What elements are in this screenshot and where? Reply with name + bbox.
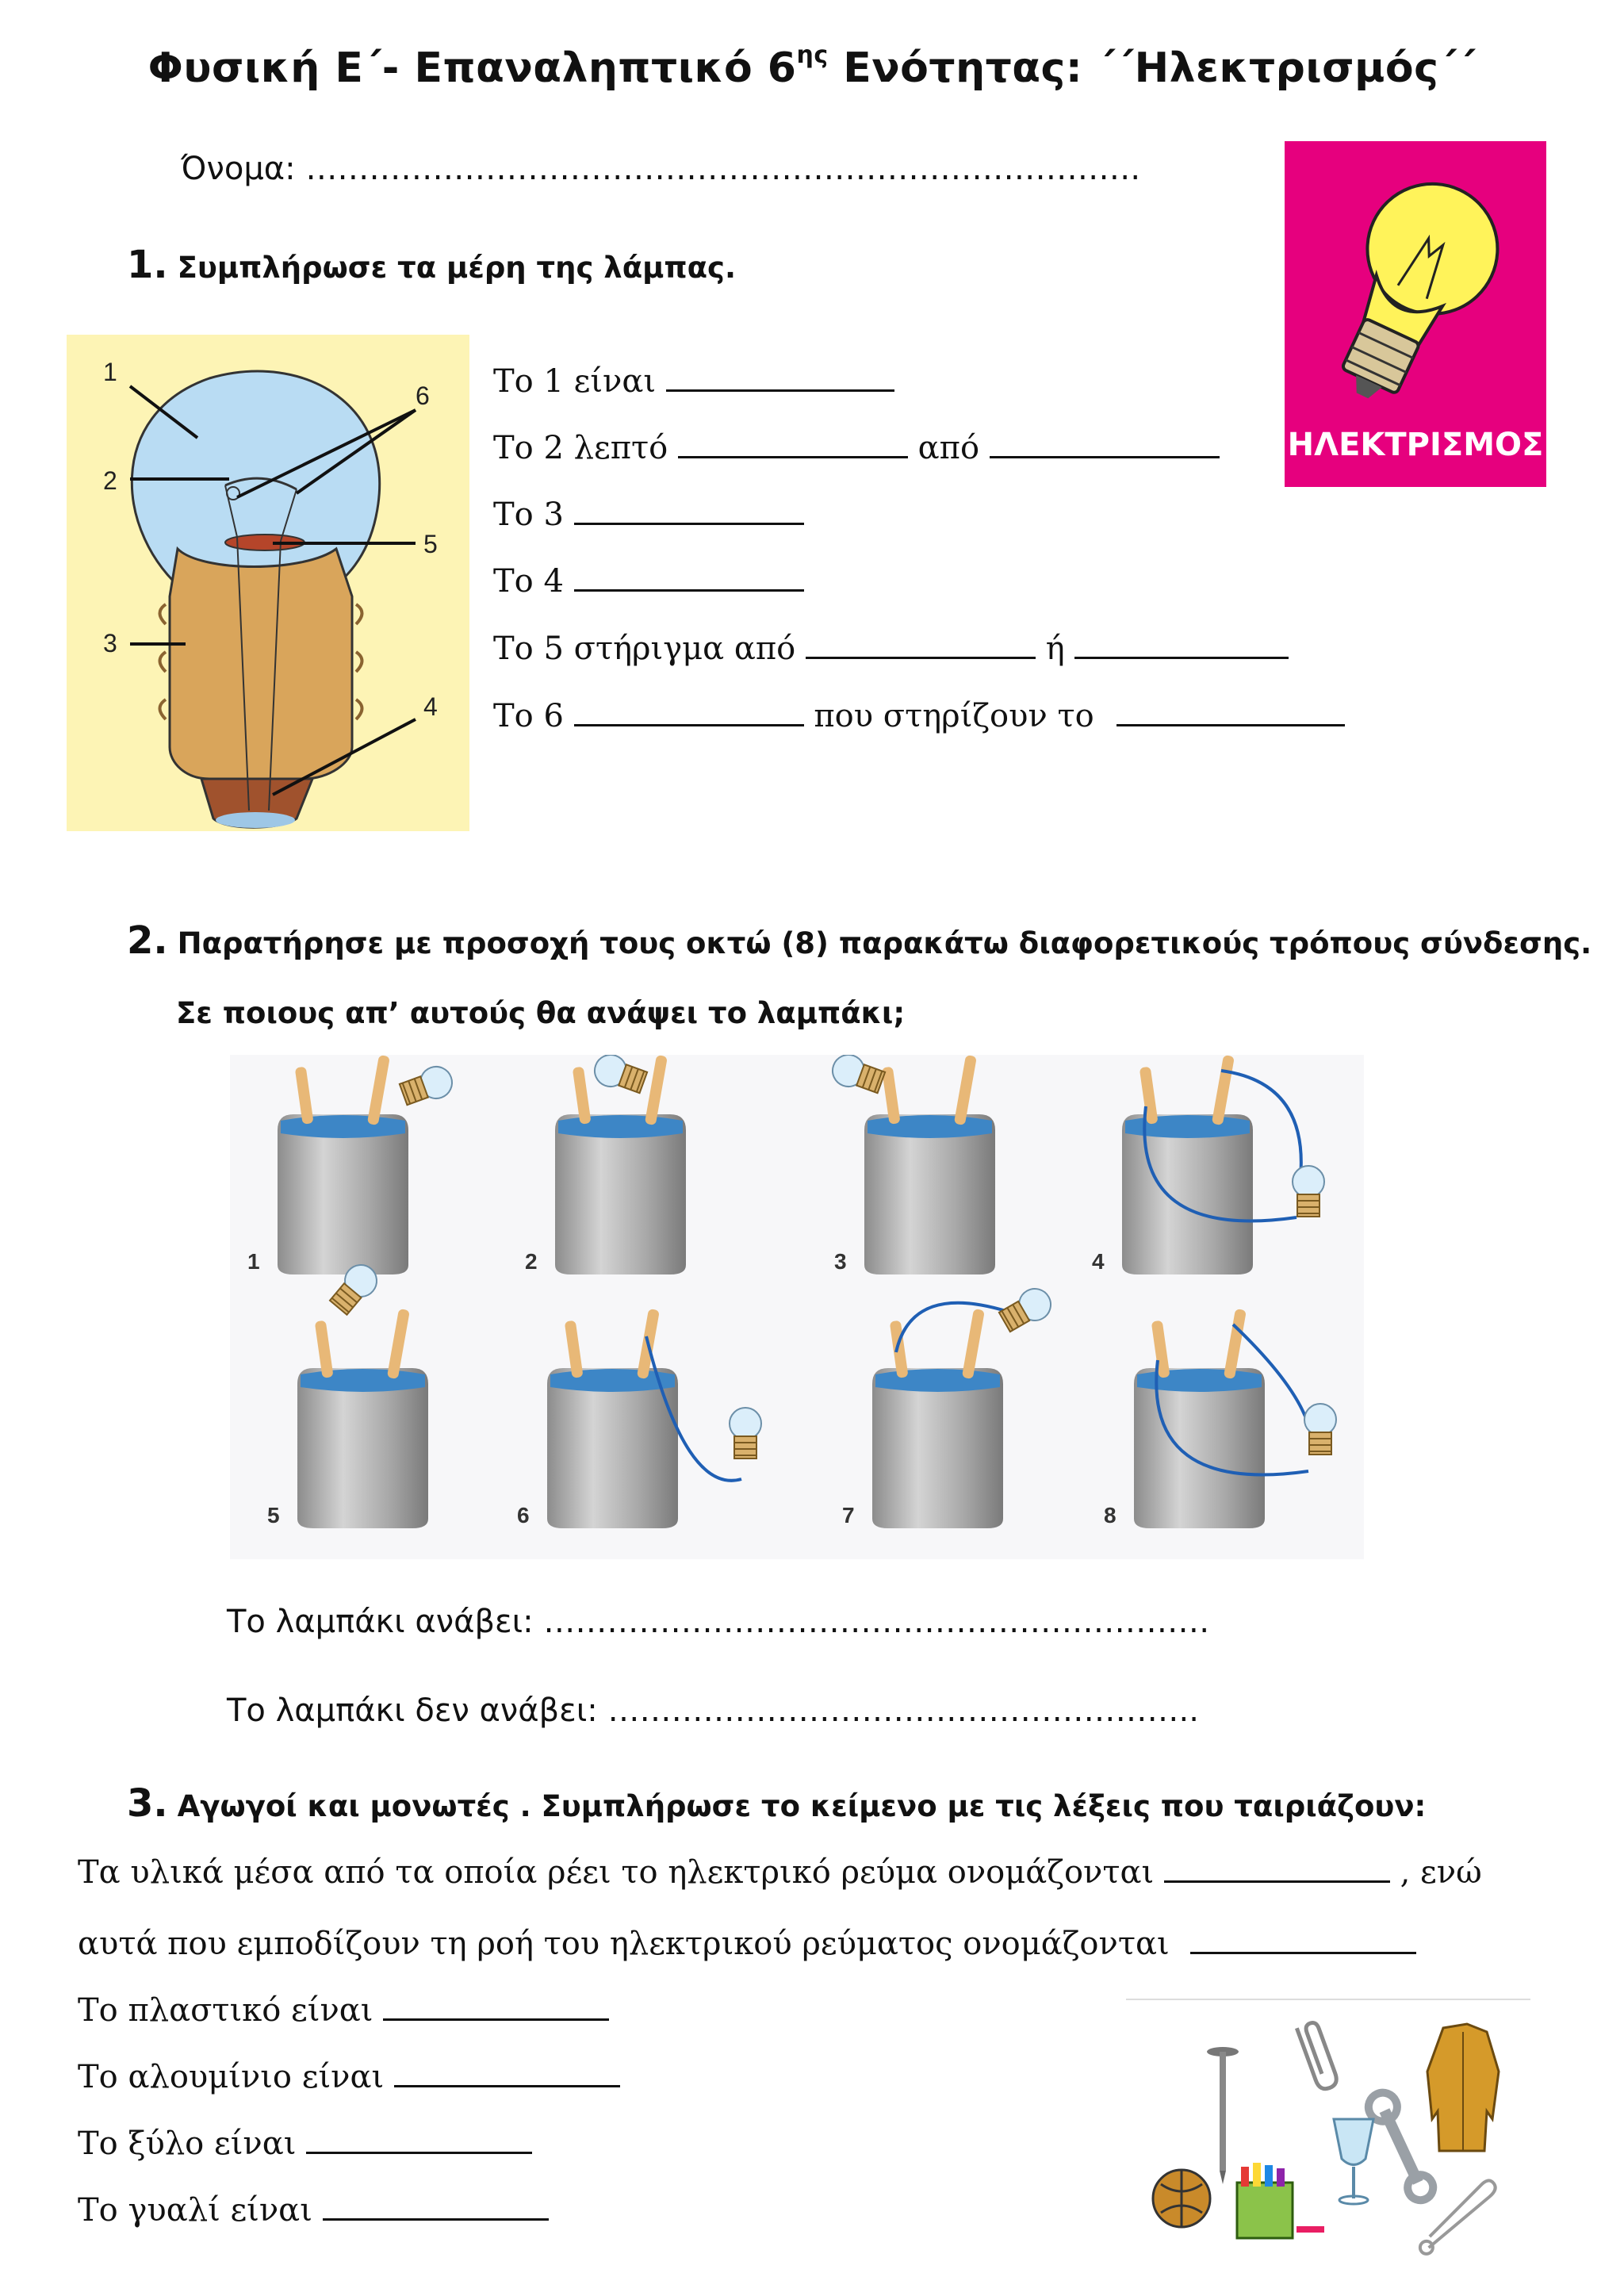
title-main: Φυσική Ε΄- Επαναληπτικό 6 xyxy=(147,44,797,92)
q3-heading xyxy=(127,1781,1426,1826)
q1-line-3: Το 3 xyxy=(493,496,804,533)
q2-heading xyxy=(127,918,1591,963)
screw-base-shape xyxy=(170,549,352,779)
q3-paragraph-line-2: αυτά που εμποδίζουν τη ροή του ηλεκτρικού ρεύματος ονομάζονται xyxy=(78,1926,1416,1962)
blank-aluminium[interactable] xyxy=(394,2060,620,2087)
title-rest: Ενότητας: ΄΄Ηλεκτρισμός΄΄ xyxy=(828,44,1477,92)
q1-line-6: Το 6 που στηρίζουν το xyxy=(493,698,1345,734)
battery-panel-8 xyxy=(1104,1309,1336,1528)
panel-number-5: 5 xyxy=(267,1503,280,1527)
wrench-icon xyxy=(1364,2088,1438,2206)
logo-text: ΗΛΕΚΤΡΙΣΜΟΣ xyxy=(1287,427,1544,463)
blank-2a[interactable] xyxy=(678,431,908,458)
lamp-label-3: 3 xyxy=(103,629,117,657)
panel-number-3: 3 xyxy=(834,1249,847,1274)
q3-paragraph-line-1: Τα υλικά μέσα από τα οποία ρέει το ηλεκτρικό ρεύμα ονομάζονται , ενώ xyxy=(78,1854,1482,1891)
q1-heading xyxy=(127,243,736,287)
panel-number-1: 1 xyxy=(247,1249,260,1274)
q2-number: 2. xyxy=(127,918,168,963)
lamp-label-5: 5 xyxy=(423,530,438,558)
blank-5a[interactable] xyxy=(806,632,1036,659)
page-title xyxy=(0,41,1624,92)
answer-lights-off[interactable]: Το λαμπάκι δεν ανάβει: ……………………………………………….. xyxy=(227,1692,1199,1729)
blank-2b[interactable] xyxy=(990,431,1220,458)
ball-icon xyxy=(1153,2170,1210,2227)
answer-lights-on[interactable]: Το λαμπάκι ανάβει: ……………………………………………………… xyxy=(227,1604,1210,1640)
blank-3[interactable] xyxy=(574,498,804,525)
q1-line-4: Το 4 xyxy=(493,563,804,600)
battery-panels-svg xyxy=(230,1055,1364,1559)
battery-panel-5 xyxy=(267,1259,428,1528)
lamp-label-4: 4 xyxy=(423,692,438,721)
electricity-logo xyxy=(1285,141,1546,487)
blank-6a[interactable] xyxy=(574,700,804,726)
coat-icon xyxy=(1427,2024,1499,2151)
q1-line-1: Το 1 είναι xyxy=(493,363,894,400)
q3-text: Αγωγοί και μονωτές . Συμπλήρωσε το κείμενο με τις λέξεις που ταιριάζουν: xyxy=(177,1789,1427,1823)
blank-5b[interactable] xyxy=(1074,632,1289,659)
panel-number-7: 7 xyxy=(842,1503,855,1527)
lamp-label-1: 1 xyxy=(103,358,117,386)
crayon-box-icon xyxy=(1237,2163,1324,2238)
q3-item-glass: Το γυαλί είναι xyxy=(78,2192,549,2229)
nail-icon xyxy=(1207,2047,1239,2184)
q3-item-aluminium: Το αλουμίνιο είναι xyxy=(78,2059,620,2095)
q1-number: 1. xyxy=(127,243,168,287)
lamp-diagram xyxy=(67,335,469,831)
q2-text: Παρατήρησε με προσοχή τους οκτώ (8) παρακάτω διαφορετικούς τρόπους σύνδεσης. xyxy=(177,926,1592,960)
q2-subheading: Σε ποιους απ’ αυτούς θα ανάψει το λαμπάκι; xyxy=(176,996,906,1030)
panel-number-8: 8 xyxy=(1104,1503,1116,1527)
materials-illustration xyxy=(1126,1999,1530,2284)
blank-4[interactable] xyxy=(574,565,804,592)
wine-glass-icon xyxy=(1334,2119,1373,2204)
q3-item-plastic: Το πλαστικό είναι xyxy=(78,1992,609,2029)
glass-bulb-shape xyxy=(132,371,379,592)
name-field[interactable]: Όνομα: ……………………………………………………………………. xyxy=(181,151,1141,187)
blank-wood[interactable] xyxy=(306,2127,532,2154)
blank-1[interactable] xyxy=(666,365,894,392)
safety-pin-icon xyxy=(1413,2178,1501,2256)
q3-number: 3. xyxy=(127,1781,168,1826)
blank-6b[interactable] xyxy=(1116,700,1345,726)
q3-item-wood: Το ξύλο είναι xyxy=(78,2125,532,2162)
lamp-label-2: 2 xyxy=(103,466,117,495)
battery-panel-2 xyxy=(525,1055,686,1274)
title-superscript: ης xyxy=(796,41,829,69)
lamp-label-6: 6 xyxy=(416,381,430,410)
battery-panel-3 xyxy=(828,1055,995,1274)
blank-plastic[interactable] xyxy=(383,1994,609,2021)
blank-glass[interactable] xyxy=(323,2194,549,2221)
blank-conductors[interactable] xyxy=(1164,1856,1390,1883)
battery-panel-6 xyxy=(517,1309,761,1528)
q1-line-2: Το 2 λεπτό από xyxy=(493,430,1220,466)
q1-line-5: Το 5 στήριγμα από ή xyxy=(493,631,1289,667)
paperclip-icon xyxy=(1297,2021,1339,2091)
battery-panel-7 xyxy=(842,1283,1056,1528)
battery-panel-1 xyxy=(247,1055,457,1274)
panel-number-6: 6 xyxy=(517,1503,530,1527)
blank-insulators[interactable] xyxy=(1190,1927,1416,1954)
battery-connections-figure xyxy=(230,1055,1364,1559)
battery-panel-4 xyxy=(1092,1055,1324,1274)
panel-number-4: 4 xyxy=(1092,1249,1105,1274)
panel-number-2: 2 xyxy=(525,1249,538,1274)
q1-text: Συμπλήρωσε τα μέρη της λάμπας. xyxy=(177,251,737,285)
